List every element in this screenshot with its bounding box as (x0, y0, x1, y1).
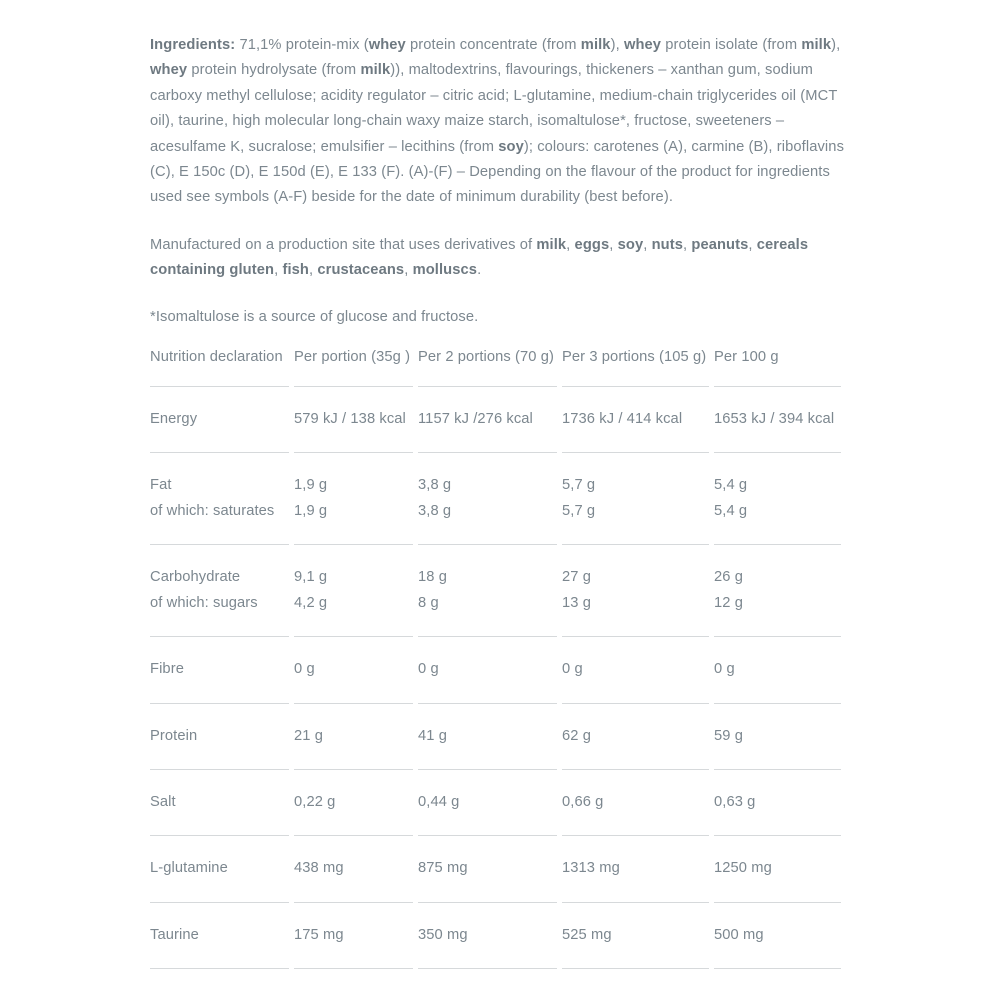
cell-line: 0 g (294, 661, 315, 678)
table-cell (562, 637, 709, 703)
body-text: , (308, 262, 318, 279)
body-text: , (274, 262, 283, 279)
cell-line: 62 g (562, 727, 591, 744)
cell-line: 9,1 g (294, 569, 328, 586)
body-text: )), maltodextrins, flavourings, thickeners – xanthan gum, sodium carboxy methyl cellulose; acidity regulator – citric acid; L-glutamine, medium-chain triglycerides oil (MCT oil), taurine, high molecular long-chain waxy maize starch, isomaltulose*, fructose, sweeteners – acesulfame K, sucralose; emulsifier – lecithins (from (150, 62, 838, 155)
cell-line: 0,22 g (294, 793, 336, 810)
bold-text: milk (360, 62, 391, 79)
table-header-col-1: Per portion (35g ) (294, 345, 413, 387)
cell-line: 13 g (562, 594, 591, 611)
ingredients-paragraph (150, 33, 844, 211)
table-cell (714, 903, 841, 969)
body-text: , (683, 236, 692, 253)
table-cell (562, 387, 709, 453)
bold-text: milk (580, 37, 611, 53)
table-row-label (150, 453, 289, 545)
bold-text: soy (617, 236, 644, 253)
bold-text: whey (368, 37, 406, 53)
body-text: protein isolate (from (661, 37, 802, 53)
cell-line: 0 g (562, 661, 583, 678)
bold-text: nuts (651, 236, 683, 253)
body-text: 71,1% protein-mix ( (235, 37, 369, 53)
cell-line: 438 mg (294, 860, 344, 877)
isomaltulose-note (150, 305, 844, 330)
cell-line: 0,63 g (714, 793, 756, 810)
bold-text: crustaceans (317, 262, 405, 279)
table-row-label (150, 545, 289, 637)
cell-line: 1,9 g (294, 477, 328, 494)
cell-line: 0 g (714, 661, 735, 678)
bold-text: peanuts (691, 236, 749, 253)
cell-line: 18 g (418, 569, 447, 586)
body-text: ); colours: carotenes (A), carmine (B), riboflavins (C), E 150c (D), E 150d (E), E 133 (F). (A)-(F) – Depending on the flavour of the product for ingredients used see symbols (A-F) beside for the date of minimum durability (best before). (150, 138, 845, 206)
cell-line: 175 mg (294, 926, 344, 943)
cell-line: 5,7 g (562, 477, 596, 494)
cell-line: 3,8 g (418, 477, 452, 494)
cell-line: of which: sugars (150, 594, 258, 611)
cell-line: Taurine (150, 926, 199, 943)
bold-text: whey (623, 37, 662, 53)
table-cell (418, 637, 557, 703)
cell-line: 12 g (714, 594, 743, 611)
cell-line: 875 mg (418, 860, 468, 877)
table-cell (418, 453, 557, 545)
table-cell (562, 545, 709, 637)
table-cell (714, 387, 841, 453)
body-text: , (643, 236, 652, 253)
table-cell (294, 387, 413, 453)
bold-text: milk (801, 37, 832, 53)
cell-line: Fat (150, 477, 172, 494)
cell-line: 59 g (714, 727, 743, 744)
table-cell (714, 770, 841, 836)
table-cell (418, 704, 557, 770)
cell-line: 500 mg (714, 926, 764, 943)
table-cell (562, 453, 709, 545)
table-cell (294, 770, 413, 836)
bold-text: whey (150, 62, 188, 79)
cell-line: 5,4 g (714, 477, 748, 494)
bold-text: Ingredients: (150, 37, 236, 53)
cell-line: 350 mg (418, 926, 468, 943)
body-text: , (566, 236, 575, 253)
cell-line: Protein (150, 727, 198, 744)
body-text: . (477, 262, 482, 279)
table-cell (562, 770, 709, 836)
body-text: , (404, 262, 413, 279)
table-header-col-3: Per 3 portions (105 g) (562, 345, 709, 387)
cell-line: 21 g (294, 727, 323, 744)
table-cell (714, 637, 841, 703)
table-row-label (150, 836, 289, 902)
cell-line: 8 g (418, 594, 439, 611)
cell-line: Energy (150, 411, 198, 428)
cell-line: 525 mg (562, 926, 612, 943)
cell-line: 1,9 g (294, 502, 328, 519)
cell-line: 579 kJ / 138 kcal (294, 411, 406, 428)
table-cell (714, 545, 841, 637)
cell-line: 1653 kJ / 394 kcal (714, 411, 835, 428)
cell-line: 1313 mg (562, 860, 620, 877)
allergen-statement-paragraph (150, 233, 844, 284)
table-cell (418, 545, 557, 637)
cell-line: 5,4 g (714, 502, 748, 519)
cell-line: 1250 mg (714, 860, 772, 877)
body-text: ), (610, 37, 624, 53)
table-cell (562, 704, 709, 770)
table-cell (294, 836, 413, 902)
cell-line: of which: saturates (150, 502, 275, 519)
nutrition-declaration-table (150, 345, 844, 969)
bold-text: fish (282, 262, 309, 279)
bold-text: milk (536, 236, 567, 253)
cell-line: 3,8 g (418, 502, 452, 519)
table-cell (418, 387, 557, 453)
cell-line: 1736 kJ / 414 kcal (562, 411, 683, 428)
table-cell (562, 903, 709, 969)
cell-line: 1157 kJ /276 kcal (418, 411, 533, 428)
cell-line: Salt (150, 793, 176, 810)
cell-line: 0 g (418, 661, 439, 678)
table-header-col-2: Per 2 portions (70 g) (418, 345, 557, 387)
cell-line: 0,44 g (418, 793, 460, 810)
table-row-label (150, 637, 289, 703)
table-header-col-4: Per 100 g (714, 345, 841, 387)
cell-line: 0,66 g (562, 793, 604, 810)
table-row-label (150, 704, 289, 770)
cell-line: 41 g (418, 727, 447, 744)
table-row-label (150, 903, 289, 969)
table-cell (294, 453, 413, 545)
cell-line: Carbohydrate (150, 569, 241, 586)
body-text: , (748, 236, 757, 253)
body-text: ), (831, 37, 841, 53)
table-cell (418, 770, 557, 836)
table-row-label (150, 770, 289, 836)
table-cell (418, 836, 557, 902)
table-cell (714, 453, 841, 545)
bold-text: eggs (574, 236, 610, 253)
bold-text: soy (498, 138, 524, 155)
product-details-section (150, 33, 844, 969)
cell-line: 27 g (562, 569, 591, 586)
body-text: , (609, 236, 618, 253)
body-text: Manufactured on a production site that uses derivatives of (150, 236, 537, 253)
table-cell (294, 637, 413, 703)
table-header-col-0: Nutrition declaration (150, 345, 289, 387)
cell-line: 4,2 g (294, 594, 328, 611)
table-cell (714, 704, 841, 770)
body-text: protein hydrolysate (from (187, 62, 361, 79)
cell-line: 26 g (714, 569, 743, 586)
table-row-label (150, 387, 289, 453)
cell-line: L-glutamine (150, 860, 228, 877)
bold-text: cereals containing gluten (150, 236, 809, 279)
bold-text: molluscs (412, 262, 478, 279)
table-cell (294, 704, 413, 770)
body-text: *Isomaltulose is a source of glucose and fructose. (150, 308, 479, 325)
body-text: protein concentrate (from (405, 37, 581, 53)
table-cell (294, 545, 413, 637)
table-cell (418, 903, 557, 969)
table-cell (294, 903, 413, 969)
table-cell (562, 836, 709, 902)
cell-line: 5,7 g (562, 502, 596, 519)
table-cell (714, 836, 841, 902)
cell-line: Fibre (150, 661, 184, 678)
